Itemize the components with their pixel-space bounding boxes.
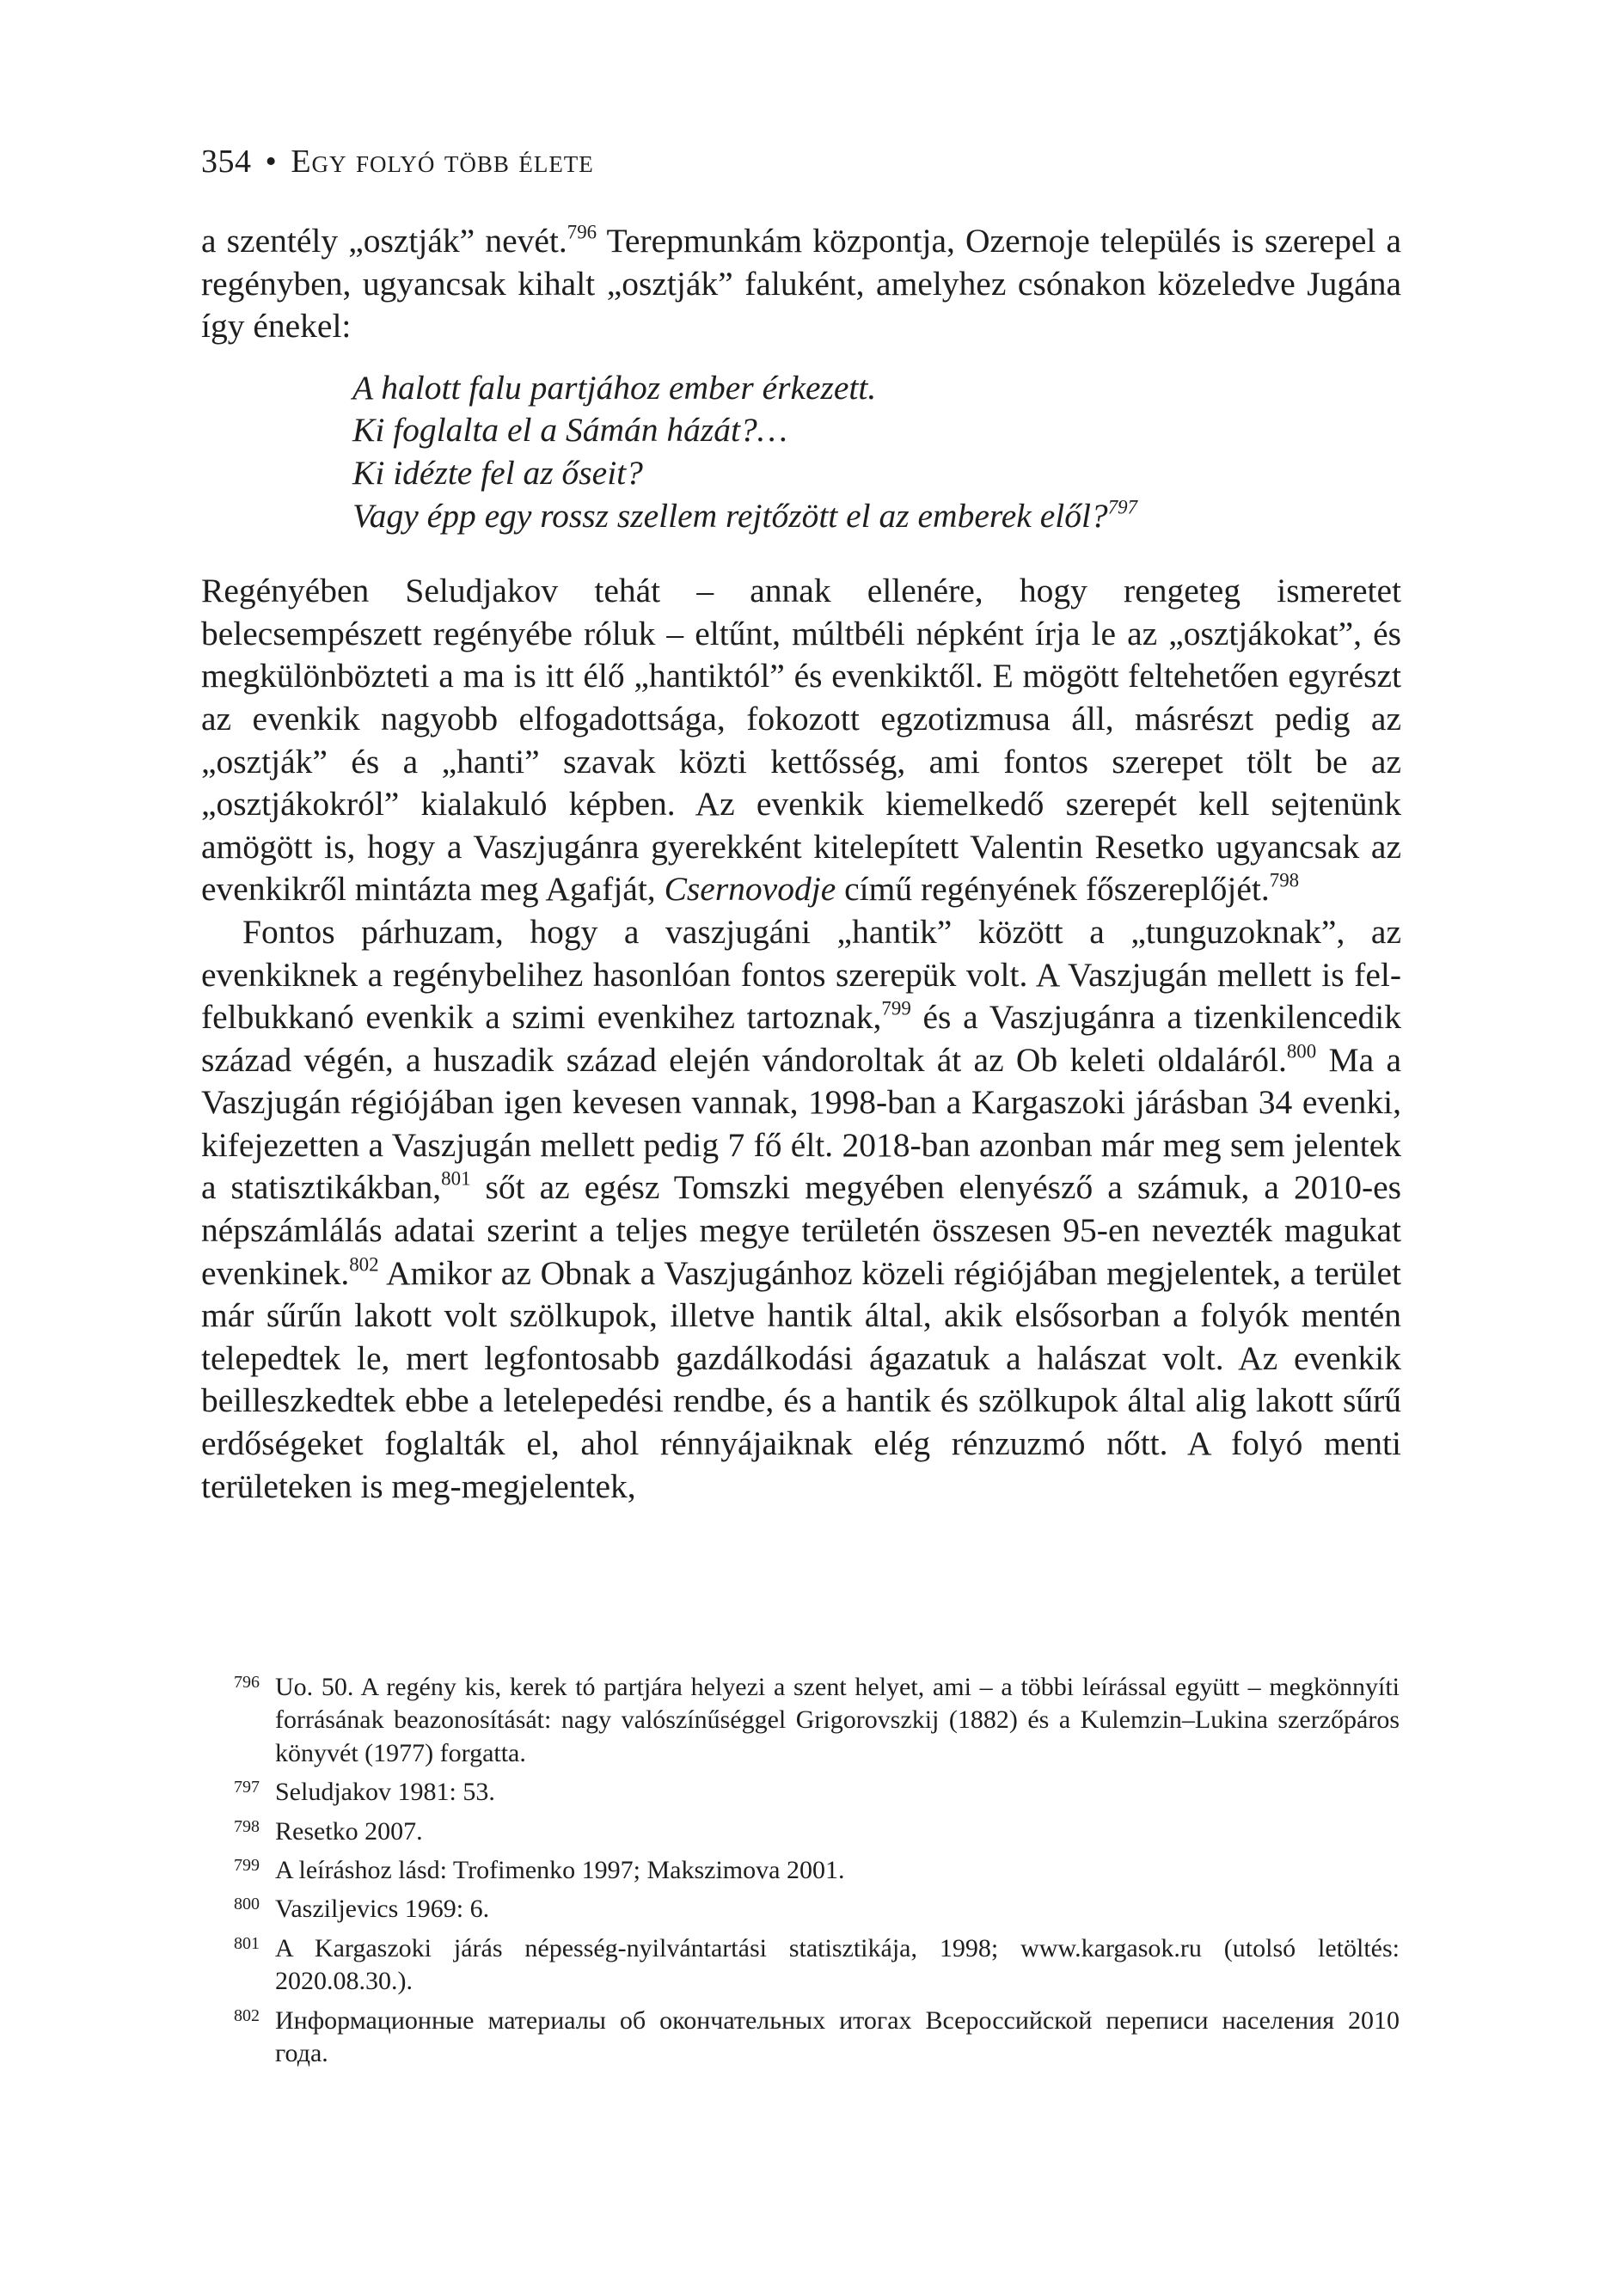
- paragraph-text: Regényében Seludjakov tehát – annak ellenére, hogy rengeteg ismeretet belecsempészett regényébe róluk – eltűnt, múltbéli népként írja le az „osztjákokat”, és megkülönbözteti a ma is itt élő „hantiktól” és evenkiktől. E mögött feltehetően egyrészt az evenkik nagyobb elfogadottsága, fokozott egzotizmusa áll, másrészt pedig az „osztják” és a „hanti” szavak közti kettősség, ami fontos szerepet tölt be az „osztjákokról” kialakuló képben. Az evenkik kiemelkedő szerepét kell sejtenünk amögött is, hogy a Vaszjugánra gyerekként kitelepített Valentin Resetko ugyancsak az evenkikről mintázta meg Agafját,: [201, 572, 1401, 909]
- footnote: [234, 1815, 1400, 1848]
- page-number: 354: [201, 144, 252, 180]
- footnote-ref[interactable]: 798: [1269, 869, 1300, 891]
- poem-quote: [352, 367, 1401, 537]
- footnote-text: Seludjakov 1981: 53.: [275, 1778, 495, 1807]
- footnote: [234, 1893, 1400, 1926]
- poem-line: Ki idézte fel az őseit?: [352, 453, 643, 492]
- footnotes: [234, 1671, 1400, 2076]
- footnote: [234, 1776, 1400, 1809]
- poem-line: Ki foglalta el a Sámán házát?…: [352, 411, 787, 450]
- footnote-text: Vasziljevics 1969: 6.: [275, 1895, 490, 1924]
- footnote-number: 800: [234, 1895, 260, 1914]
- footnote-number: 801: [234, 1933, 260, 1953]
- header-separator: •: [265, 144, 278, 180]
- poem-line: [352, 495, 1401, 538]
- main-text: [201, 220, 1401, 1508]
- running-head: [201, 143, 594, 181]
- paragraph-text: sőt az egész Tomszki megyében elenyésző a számuk, a 2010-es népszámlálás adatai szerint a teljes megye területén összesen 95-en nevezték magukat evenkinek.: [201, 1168, 1401, 1292]
- book-title: Egy folyó több élete: [291, 144, 594, 180]
- footnote: [234, 2005, 1400, 2071]
- paragraph-text: című regényének főszereplőjét.: [836, 870, 1270, 909]
- paragraph-text: Terepmunkám központja, Ozernoje település is szerepel a regényben, ugyancsak kihalt „osztják” faluként, amelyhez csónakon közeledve Jugána így énekel:: [201, 222, 1402, 346]
- footnote: [234, 1854, 1400, 1887]
- footnote-number: 797: [234, 1778, 260, 1797]
- paragraph-3: [201, 911, 1401, 1508]
- footnote-ref[interactable]: 801: [441, 1167, 471, 1190]
- paragraph-text: Amikor az Obnak a Vaszjugánhoz közeli régiójában megjelentek, a terület már sűrűn lakott volt szölkupok, illetve hantik által, akik elsősorban a folyók mentén telepedtek le, mert legfontosabb gazdálkodási ágazatuk a halászat volt. Az evenkik beilleszkedtek ebbe a letelepedési rendbe, és a hantik és szölkupok által alig lakott sűrű erdőségeket foglalták el, ahol rénnyájaiknak elég rénzuzmó nőtt. A folyó menti területeken is meg-megjelentek,: [201, 1253, 1401, 1505]
- footnote-ref[interactable]: 797: [1107, 495, 1138, 517]
- footnote-number: 799: [234, 1856, 260, 1876]
- footnote-text: A leíráshoz lásd: Trofimenko 1997; Makszimova 2001.: [275, 1856, 845, 1885]
- novel-title: Csernovodje: [664, 870, 836, 909]
- footnote-ref[interactable]: 802: [349, 1253, 379, 1276]
- paragraph-text: Fontos párhuzam, hogy a vaszjugáni „hantik” között a „tunguzoknak”, az evenkiknek a regénybelihez hasonlóan fontos szerepük volt. A Vaszjugán mellett is fel-felbukkanó evenkik a szimi evenkihez tartoznak,: [201, 912, 1401, 1037]
- footnote: [234, 1671, 1400, 1770]
- footnote-ref[interactable]: 796: [567, 221, 597, 243]
- paragraph-text: és a Vaszjugánra a tizenkilencedik század végén, a huszadik század elején vándoroltak át az Ob keleti oldaláról.: [201, 998, 1401, 1079]
- paragraph-2: [201, 570, 1401, 911]
- footnote: [234, 1932, 1400, 1999]
- footnote-text: Uo. 50. A regény kis, kerek tó partjára helyezi a szent helyet, ami – a többi leírással együtt – megkönnyíti forrásának beazonosítását: nagy valószínűséggel Grigorovszkij (1882) és a Kulemzin–Lukina szerzőpáros könyvét (1977) forgatta.: [275, 1673, 1400, 1767]
- footnote-number: 796: [234, 1673, 260, 1692]
- footnote-text: Информационные материалы об окончательных итогах Всероссийской переписи населения 2010 года.: [275, 2005, 1400, 2068]
- poem-line-text: Vagy épp egy rossz szellem rejtőzött el az emberek elől?: [352, 496, 1108, 535]
- footnote-text: A Kargaszoki járás népesség-nyilvántartási statisztikája, 1998; www.kargasok.ru (utolsó letöltés: 2020.08.30.).: [275, 1933, 1400, 1996]
- poem-line: A halott falu partjához ember érkezett.: [352, 368, 877, 407]
- paragraph-text: Ma a Vaszjugán régiójában igen kevesen vannak, 1998-ban a Kargaszoki járásban 34 evenki, kifejezetten a Vaszjugán mellett pedig 7 fő élt. 2018-ban azonban már meg sem jelentek a statisztikákban,: [201, 1040, 1401, 1207]
- paragraph-1: [201, 220, 1401, 348]
- paragraph-text: a szentély „osztják” nevét.: [201, 222, 567, 260]
- footnote-number: 798: [234, 1816, 260, 1836]
- footnote-text: Resetko 2007.: [275, 1816, 423, 1846]
- footnote-number: 802: [234, 2005, 260, 2025]
- footnote-ref[interactable]: 799: [881, 997, 911, 1019]
- footnote-ref[interactable]: 800: [1286, 1040, 1317, 1062]
